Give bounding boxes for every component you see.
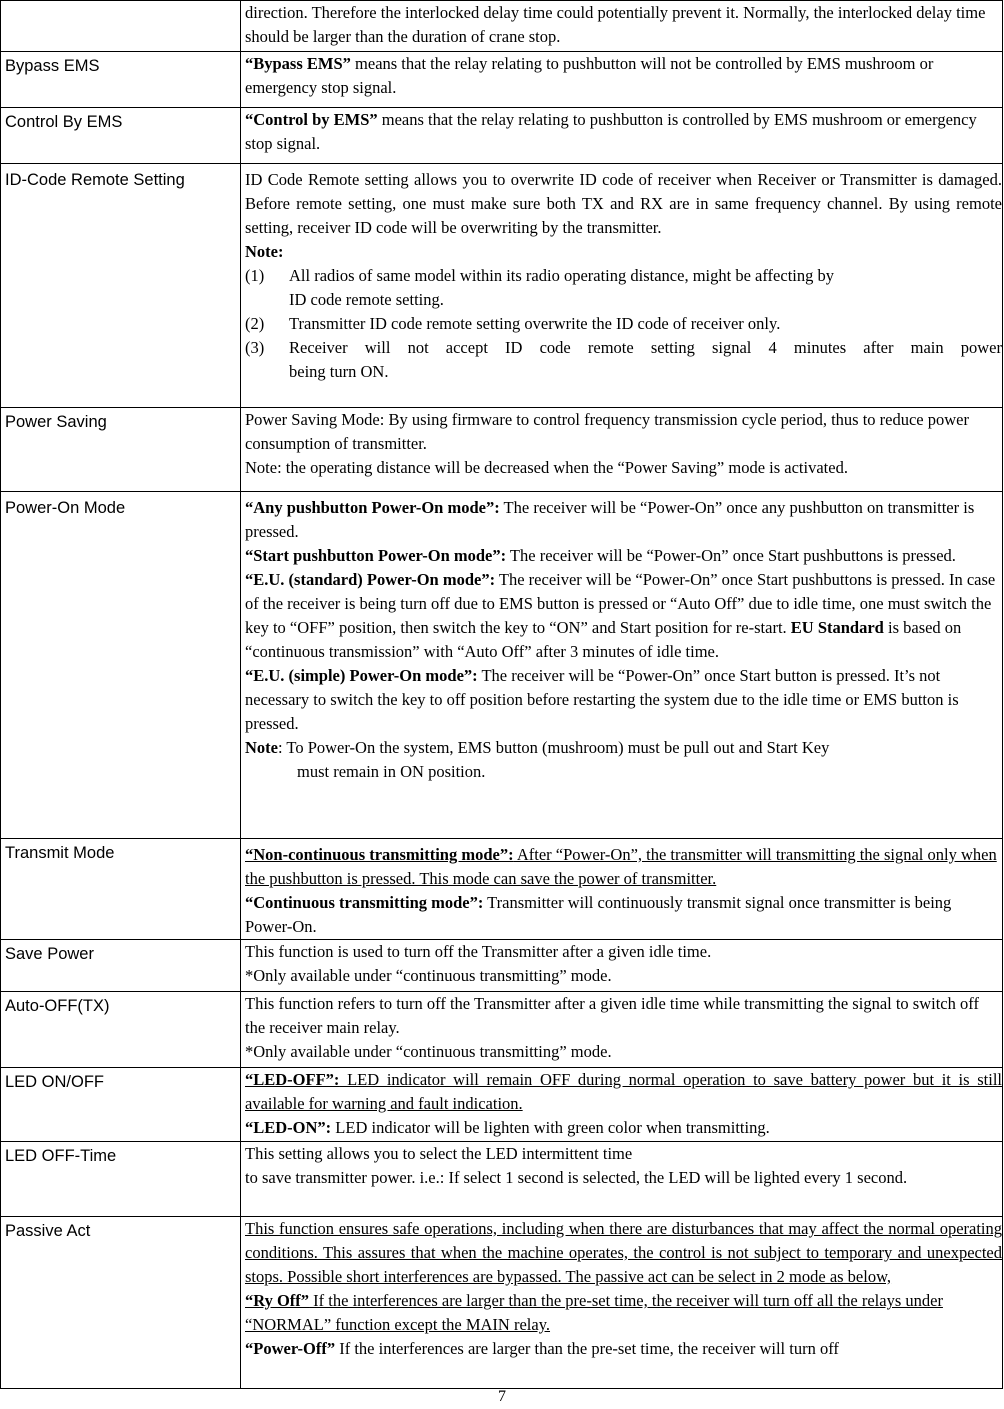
row-description — [241, 1217, 1003, 1389]
note-continuation: ID code remote setting. — [289, 290, 444, 309]
note-text: Transmitter ID code remote setting overwrite the ID code of receiver only. — [289, 314, 781, 333]
term-text: The receiver will be “Power-On” once any pushbutton on transmitter is pressed. — [245, 498, 975, 541]
row-description — [241, 839, 1003, 940]
passive-power-off — [245, 1337, 1002, 1361]
term-bold: “LED-OFF”: — [245, 1070, 340, 1089]
row-label-empty — [1, 1, 241, 52]
row-label: ID-Code Remote Setting — [1, 164, 241, 408]
note-text: Receiver will not accept ID code remote setting signal 4 minutes after main power — [289, 338, 1002, 357]
id-code-paragraph: ID Code Remote setting allows you to overwrite ID code of receiver when Receiver or Transmitter is damaged. Before remote setting, one must make sure both TX and RX are in same frequency channel. By using remote setting, receiver ID code will be overwriting by the transmitter. — [245, 170, 1002, 237]
term-bold: “E.U. (standard) Power-On mode”: — [245, 570, 496, 589]
term-text: LED indicator will remain OFF during normal operation to save battery power but it is still available for warning and fault indication. — [245, 1070, 1002, 1113]
row-label: Auto-OFF(TX) — [1, 992, 241, 1068]
term-text: means that the relay relating to pushbutton is controlled by EMS mushroom or emergency stop signal. — [245, 110, 977, 153]
term-text: is based on “continuous transmission” with “Auto Off” after 3 minutes of idle time. — [245, 618, 962, 661]
term-text: The receiver will be “Power-On” once Start button is pressed. It’s not necessary to switch the key to off position before restarting the system due to the idle time or EMS button is pressed. — [245, 666, 959, 733]
row-description — [241, 940, 1003, 992]
term-text: The receiver will be “Power-On” once Start pushbuttons is pressed. In case of the receiver is being turn off due to EMS button is pressed or “Auto Off” due to idle time, one must switch the key to “OFF” position, then switch the key to “ON” and Start position for re-start. — [245, 570, 996, 637]
led-off-text — [245, 1068, 1002, 1116]
note-number: (1) — [245, 266, 265, 285]
table-row — [1, 1068, 1003, 1142]
term-text: LED indicator will be lighten with green color when transmitting. — [331, 1118, 770, 1137]
power-saving-paragraph: Power Saving Mode: By using firmware to control frequency transmission cycle period, thus to reduce power consumption of transmitter. — [245, 410, 969, 453]
table-row — [1, 1217, 1003, 1389]
table-row — [1, 492, 1003, 839]
mode-start — [245, 544, 996, 568]
save-power-text: This function is used to turn off the Transmitter after a given idle time. — [245, 942, 712, 961]
note-item — [245, 336, 1002, 360]
note-number: (2) — [245, 314, 265, 333]
mode-eu-simple — [245, 664, 996, 736]
auto-off-text: This function refers to turn off the Transmitter after a given idle time while transmitting the signal to switch off the receiver main relay. — [245, 994, 979, 1037]
note-item — [245, 312, 1002, 336]
table-row — [1, 839, 1003, 940]
mode-continuous — [245, 891, 1002, 939]
table-row — [1, 1, 1003, 52]
row-description — [241, 992, 1003, 1068]
term-bold: “Control by EMS” — [245, 110, 378, 129]
row-description — [241, 1142, 1003, 1217]
term-text: If the interferences are larger than the pre-set time, the receiver will turn off — [335, 1339, 839, 1358]
row-description — [241, 52, 1003, 108]
mode-any — [245, 496, 996, 544]
row-label: Save Power — [1, 940, 241, 992]
row-label: Power Saving — [1, 408, 241, 492]
term-text: : To Power-On the system, EMS button (mushroom) must be pull out and Start Key — [277, 738, 830, 757]
term-bold: “Bypass EMS” — [245, 54, 351, 73]
table-row — [1, 108, 1003, 164]
row-description — [241, 408, 1003, 492]
row-description — [241, 108, 1003, 164]
table-row — [1, 52, 1003, 108]
term-text: After “Power-On”, the transmitter will transmitting the signal only when the pushbutton is pressed. This mode can save the power of transmitter. — [245, 845, 997, 888]
table-row — [1, 164, 1003, 408]
note-number: (3) — [245, 338, 265, 357]
term-text: Transmitter will continuously transmit signal once transmitter is being Power-On. — [245, 893, 952, 936]
term-bold: “Ry Off” — [245, 1291, 310, 1310]
term-bold: “Any pushbutton Power-On mode”: — [245, 498, 500, 517]
led-time-line1: This setting allows you to select the LED intermittent time — [245, 1144, 633, 1163]
row-label: LED OFF-Time — [1, 1142, 241, 1217]
note-text: All radios of same model within its radio operating distance, might be affecting by — [289, 266, 834, 285]
table-row — [1, 1142, 1003, 1217]
term-bold: Note — [245, 738, 278, 757]
row-description — [241, 1068, 1003, 1142]
led-time-line2: to save transmitter power. i.e.: If select 1 second is selected, the LED will be lighted every 1 second. — [245, 1168, 908, 1187]
row-description — [241, 492, 1003, 839]
row-label: LED ON/OFF — [1, 1068, 241, 1142]
table-row — [1, 408, 1003, 492]
passive-ry-off — [245, 1289, 1002, 1337]
note-heading: Note: — [245, 242, 284, 261]
term-bold: “Non-continuous transmitting mode”: — [245, 845, 514, 864]
auto-off-note: *Only available under “continuous transmitting” mode. — [245, 1042, 612, 1061]
term-bold: “LED-ON”: — [245, 1118, 332, 1137]
term-text: The receiver will be “Power-On” once Start pushbuttons is pressed. — [506, 546, 956, 565]
row-label: Control By EMS — [1, 108, 241, 164]
note-item — [245, 264, 1002, 288]
note-continuation: being turn ON. — [289, 362, 389, 381]
row-label: Bypass EMS — [1, 52, 241, 108]
row-label: Power-On Mode — [1, 492, 241, 839]
table-row — [1, 992, 1003, 1068]
passive-paragraph: This function ensures safe operations, including when there are disturbances that may affect the normal operating conditions. This assures that when the machine operates, the control is not subject to temporary and unexpected stops. Possible short interferences are bypassed. The passive act can be select in 2 mode as below, — [245, 1219, 1002, 1286]
power-on-note-continuation: must remain in ON position. — [297, 762, 486, 781]
term-bold: “Continuous transmitting mode”: — [245, 893, 484, 912]
row-description: direction. Therefore the interlocked delay time could potentially prevent it. Normally, the interlocked delay time should be larger than the duration of crane stop. — [241, 1, 1003, 52]
term-bold: EU Standard — [790, 618, 884, 637]
page-number: 7 — [498, 1388, 506, 1405]
power-saving-note: Note: the operating distance will be decreased when the “Power Saving” mode is activated. — [245, 458, 848, 477]
mode-non-continuous — [245, 843, 1002, 891]
row-label: Transmit Mode — [1, 839, 241, 940]
table-row — [1, 940, 1003, 992]
led-on-text — [245, 1116, 1002, 1140]
row-label: Passive Act — [1, 1217, 241, 1389]
save-power-note: *Only available under “continuous transmitting” mode. — [245, 966, 612, 985]
mode-eu-standard — [245, 568, 996, 664]
term-bold: “E.U. (simple) Power-On mode”: — [245, 666, 478, 685]
power-on-note — [245, 736, 996, 760]
row-description — [241, 164, 1003, 408]
term-bold: “Start pushbutton Power-On mode”: — [245, 546, 507, 565]
term-text: If the interferences are larger than the pre-set time, the receiver will turn off all the relays under “NORMAL” function except the MAIN relay. — [245, 1291, 943, 1334]
term-text: means that the relay relating to pushbutton will not be controlled by EMS mushroom or emergency stop signal. — [245, 54, 934, 97]
term-bold: “Power-Off” — [245, 1339, 336, 1358]
